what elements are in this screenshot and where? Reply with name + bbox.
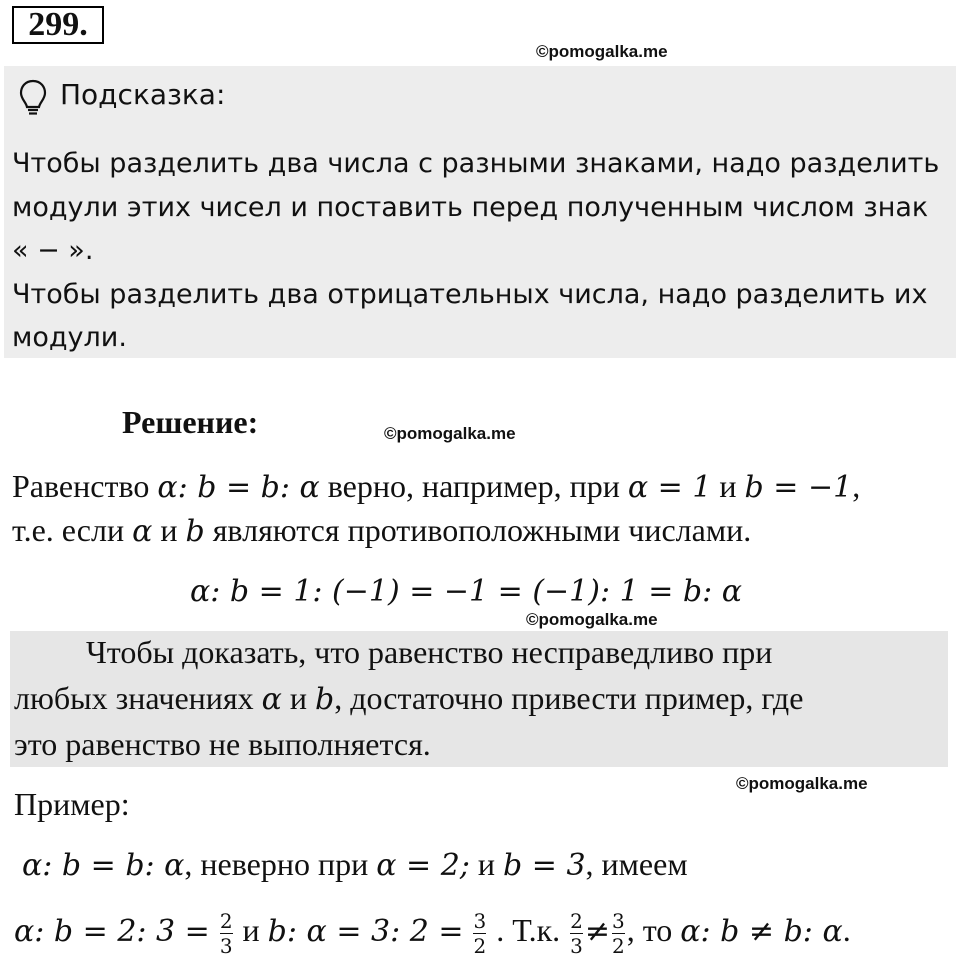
math-expression: α: b ≠ b: α xyxy=(680,913,843,949)
denominator: 2 xyxy=(611,934,625,958)
example-line-2 xyxy=(14,910,851,957)
text: . xyxy=(842,911,851,948)
text: , xyxy=(852,468,861,504)
text: и xyxy=(281,680,315,716)
watermark: ©pomogalka.me xyxy=(536,42,668,61)
watermark: ©pomogalka.me xyxy=(736,774,868,793)
hint-text xyxy=(12,142,948,360)
math-variable: α xyxy=(261,682,282,717)
fraction xyxy=(612,910,625,957)
text: . Т.к. xyxy=(488,911,569,948)
text: , достаточно привести пример, где xyxy=(334,680,804,716)
math-expression: b = 3 xyxy=(503,848,586,883)
denominator: 2 xyxy=(473,934,487,958)
text: и xyxy=(234,911,268,948)
watermark: ©pomogalka.me xyxy=(526,610,658,629)
fraction xyxy=(570,910,583,957)
fraction xyxy=(473,910,486,957)
text: и xyxy=(152,512,186,548)
note-line-3: это равенство не выполняется. xyxy=(14,726,431,762)
math-expression: α: b = b: α xyxy=(157,470,320,505)
math-expression: b: α = 3: 2 = xyxy=(267,913,464,949)
solution-line-1 xyxy=(12,468,860,505)
text: являются противоположными числами. xyxy=(204,512,752,548)
task-number: 299. xyxy=(12,6,104,44)
numerator: 3 xyxy=(473,909,487,933)
watermark: ©pomogalka.me xyxy=(384,424,516,443)
hint-paragraph: Чтобы разделить два отрицательных числа, надо разделить их модули. xyxy=(12,278,928,353)
math-expression: α: b = 2: 3 = xyxy=(14,913,210,949)
math-expression: α = 1 xyxy=(627,470,712,505)
text: , то xyxy=(626,911,681,948)
math-expression: α: b = b: α xyxy=(22,848,185,883)
note-line-2 xyxy=(14,680,803,717)
formula: α: b = 1: (−1) = −1 = (−1): 1 = b: α xyxy=(190,574,742,609)
math-expression: b = −1 xyxy=(744,470,853,505)
numerator: 3 xyxy=(611,909,625,933)
not-equal-sign: ≠ xyxy=(584,913,610,949)
example-label: Пример: xyxy=(14,786,130,822)
numerator: 2 xyxy=(570,909,583,933)
text: верно, например, при xyxy=(319,468,628,504)
lightbulb-icon xyxy=(18,78,48,118)
math-variable: α xyxy=(132,514,153,549)
numerator: 2 xyxy=(219,909,233,933)
math-variable: b xyxy=(185,514,205,549)
math-expression: α = 2; xyxy=(376,848,470,883)
math-variable: b xyxy=(315,682,335,717)
text: любых значениях xyxy=(14,680,262,716)
fraction xyxy=(220,910,233,957)
text: , имеем xyxy=(585,846,688,882)
solution-line-2 xyxy=(12,512,751,549)
denominator: 3 xyxy=(570,934,583,958)
denominator: 3 xyxy=(219,934,233,958)
hint-paragraph: Чтобы разделить два числа с разными знаками, надо разделить модули этих чисел и поставить перед полученным числом знак « − ». xyxy=(12,148,940,266)
hint-title: Подсказка: xyxy=(60,78,226,111)
note-line-1: Чтобы доказать, что равенство несправедливо при xyxy=(86,634,773,670)
example-line-1 xyxy=(22,846,688,883)
text: , неверно при xyxy=(184,846,377,882)
text: т.е. если xyxy=(12,512,133,548)
text: и xyxy=(711,468,745,504)
text: Равенство xyxy=(12,468,158,504)
text: и xyxy=(469,846,504,882)
solution-title: Решение: xyxy=(122,404,259,440)
